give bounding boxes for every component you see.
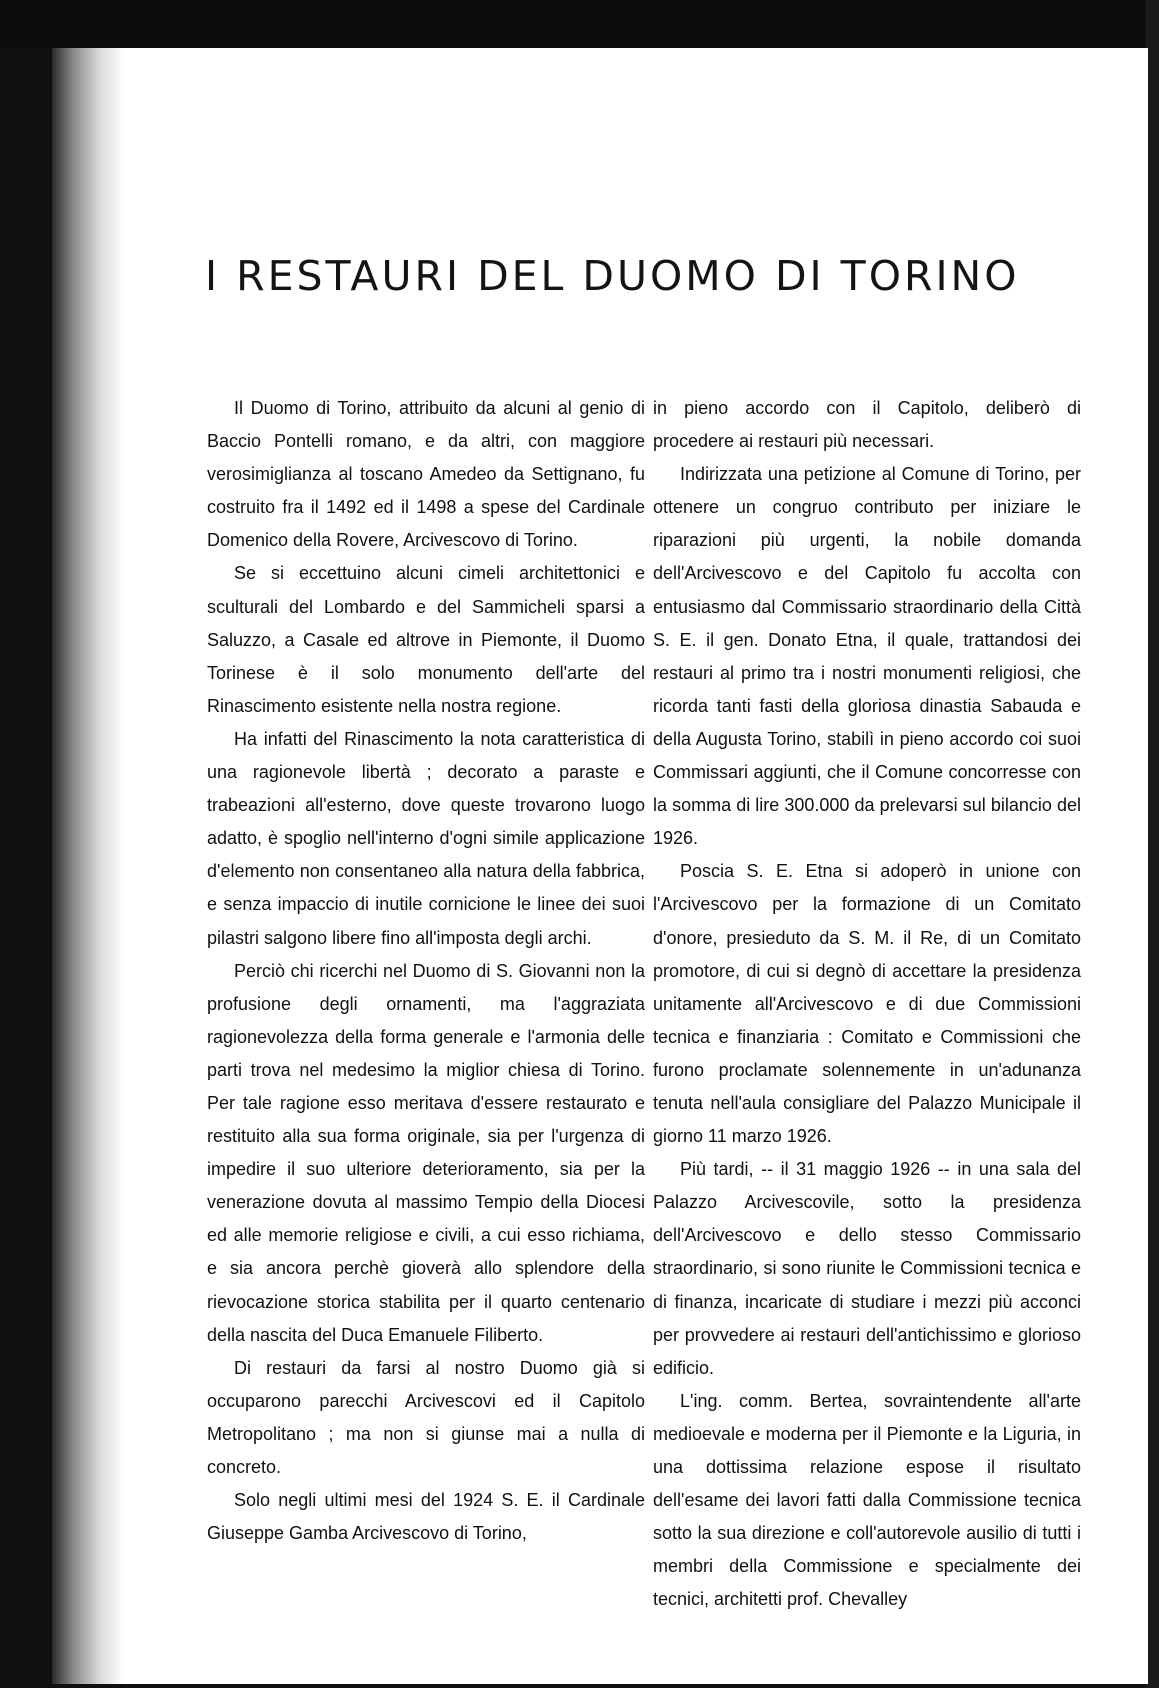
binding-shadow [52, 48, 124, 1684]
paragraph: L'ing. comm. Bertea, sovraintendente all'arte medioevale e moderna per il Piemonte e la Liguria, in una dottissima relazione espose il risultato dell'esame dei lavori fatti dalla Commissione tecnica sotto la sua direzione e coll'autorevole ausilio di tutti i membri della Commissione e specialmente dei tecnici, architetti prof. Chevalley [653, 1390, 1081, 1610]
paragraph: Poscia S. E. Etna si adoperò in unione con l'Arcivescovo per la formazione di un Comitato d'onore, presieduto da S. M. il Re, di un Comitato promotore, di cui si degnò di accettare la presidenza unitamente all'Arcivescovo e di due Commissioni tecnica e finanziaria : Comitato e Commissioni che furono proclamate solennemente in un'adunanza tenuta nell'aula consigliare del Palazzo Municipale il giorno 11 marzo 1926. [653, 861, 1081, 1147]
page-title: I RESTAURI DEL DUOMO DI TORINO [205, 252, 1020, 300]
paragraph: Più tardi, -- il 31 maggio 1926 -- in una sala del Palazzo Arcivescovile, sotto la presidenza dell'Arcivescovo e dello stesso Commissario straordinario, si sono riunite le Commissioni tecnica e di finanza, incaricate di studiare i mezzi più acconci per provvedere ai restauri dell'antichissimo e glorioso edificio. [653, 1159, 1081, 1378]
text-column-left [207, 392, 645, 1550]
paragraph: Di restauri da farsi al nostro Duomo già si occuparono parecchi Arcivescovi ed il Capitolo Metropolitano ; ma non si giunse mai a nulla di concreto. [207, 1357, 645, 1477]
paragraph: Il Duomo di Torino, attribuito da alcuni al genio di Baccio Pontelli romano, e da altri, con maggiore verosimiglianza al toscano Amedeo da Settignano, fu costruito fra il 1492 ed il 1498 a spese del Cardinale Domenico della Rovere, Arcivescovo di Torino. [207, 398, 645, 551]
paragraph: Se si eccettuino alcuni cimeli architettonici e sculturali del Lombardo e del Sammicheli sparsi a Saluzzo, a Casale ed altrove in Piemonte, il Duomo Torinese è il solo monumento dell'arte del Rinascimento esistente nella nostra regione. [207, 563, 645, 716]
paragraph: Indirizzata una petizione al Comune di Torino, per ottenere un congruo contributo per iniziare le riparazioni più urgenti, la nobile domanda dell'Arcivescovo e del Capitolo fu accolta con entusiasmo dal Commissario straordinario della Città S. E. il gen. Donato Etna, il quale, trattandosi dei restauri al primo tra i nostri monumenti religiosi, che ricorda tanti fasti della gloriosa dinastia Sabauda e della Augusta Torino, stabilì in pieno accordo coi suoi Commissari aggiunti, che il Comune concorresse con la somma di lire 300.000 da prelevarsi sul bilancio del 1926. [653, 464, 1081, 849]
paragraph: Perciò chi ricerchi nel Duomo di S. Giovanni non la profusione degli ornamenti, ma l'aggraziata ragionevolezza della forma generale e l'armonia delle parti trova nel medesimo la miglior chiesa di Torino. Per tale ragione esso meritava d'essere restaurato e restituito alla sua forma originale, sia per l'urgenza di impedire il suo ulteriore deterioramento, sia per la venerazione dovuta al massimo Tempio della Diocesi ed alle memorie religiose e civili, a cui esso richiama, e sia ancora perchè gioverà allo splendore della rievocazione storica stabilita per il quarto centenario della nascita del Duca Emanuele Filiberto. [207, 960, 645, 1345]
text-column-right [653, 392, 1081, 1616]
paragraph: Solo negli ultimi mesi del 1924 S. E. il Cardinale Giuseppe Gamba Arcivescovo di Torino, [207, 1490, 645, 1544]
paragraph-continuation: in pieno accordo con il Capitolo, deliberò di procedere ai restauri più necessari. [653, 398, 1081, 452]
paragraph: Ha infatti del Rinascimento la nota caratteristica di una ragionevole libertà ; decorato a paraste e trabeazioni all'esterno, dove queste trovarono luogo adatto, è spoglio nell'interno d'ogni simile applicazione d'elemento non consentaneo alla natura della fabbrica, e senza impaccio di inutile cornicione le linee dei suoi pilastri salgono libere fino all'imposta degli archi. [207, 728, 645, 948]
scan-top-edge [0, 0, 1159, 48]
